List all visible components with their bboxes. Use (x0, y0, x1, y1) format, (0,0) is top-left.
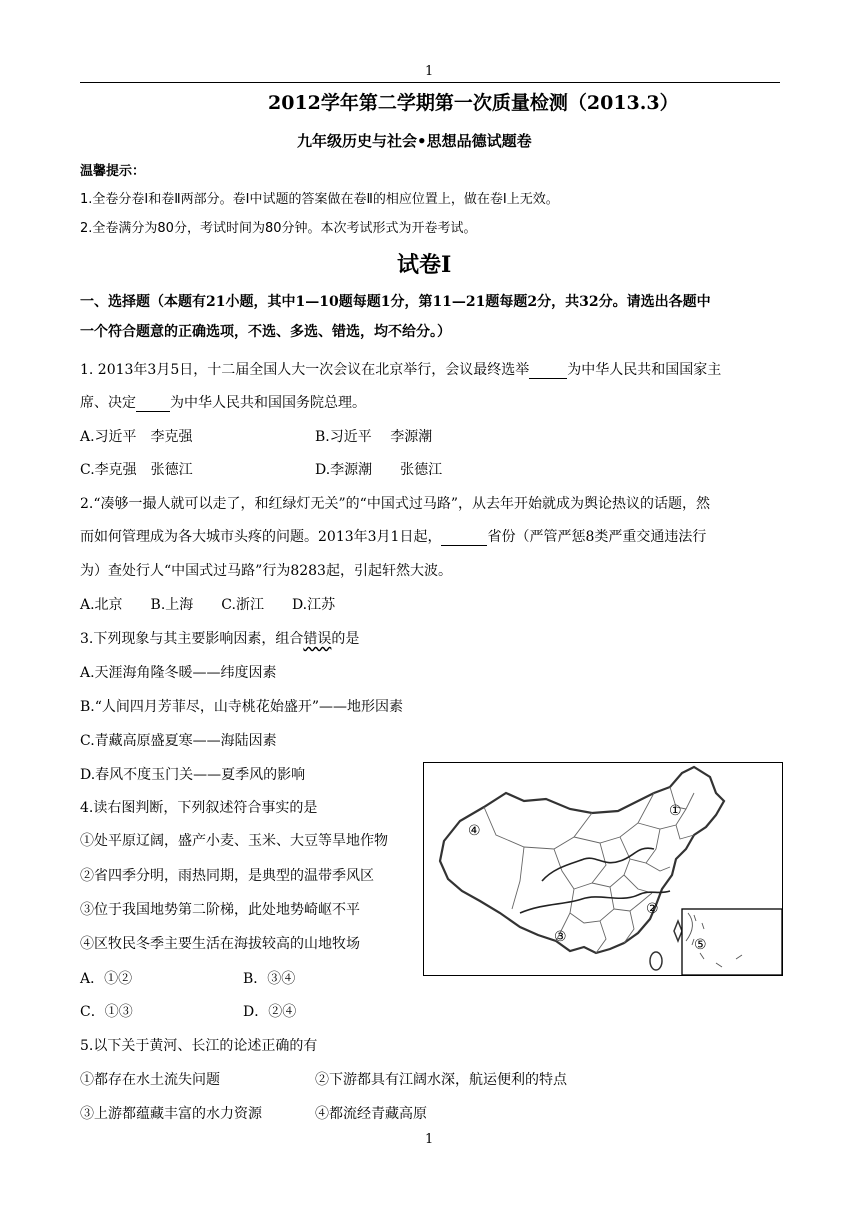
q4-stem: 4.读右图判断，下列叙述符合事实的是 (80, 800, 318, 816)
q5-stem: 5.以下关于黄河、长江的论述正确的有 (80, 1038, 318, 1054)
q1-text-b: 为中华人民共和国国家主 (567, 362, 722, 378)
q2-line-3: 为）查处行人“中国式过马路”行为8283起，引起轩然大波。 (80, 563, 452, 579)
answer-blank (529, 364, 567, 379)
section-instruction-2: 一个符合题意的正确选项，不选、多选、错选，均不给分。） (80, 324, 451, 340)
q5-statement-3: ③上游都蕴藏丰富的水力资源 (80, 1106, 262, 1122)
q4-statement-3: ③位于我国地势第二阶梯，此处地势崎岖不平 (80, 902, 360, 918)
map-label-3: ③ (554, 929, 567, 945)
header-page-number: 1 (425, 64, 434, 79)
q1-option-b: B.习近平 李源潮 (315, 429, 433, 445)
q4-statement-1: ①处平原辽阔，盛产小麦、玉米、大豆等旱地作物 (80, 833, 388, 849)
q4-option-b: B．③④ (243, 971, 296, 987)
q2-options: A.北京 B.上海 C.浙江 D.江苏 (80, 597, 336, 613)
q1-text-c: 席、决定 (80, 395, 136, 411)
q4-option-a: A．①② (80, 971, 133, 987)
q1-option-a: A.习近平 李克强 (80, 429, 193, 445)
tips-line-1: 1.全卷分卷Ⅰ和卷Ⅱ两部分。卷Ⅰ中试题的答案做在卷Ⅱ的相应位置上，做在卷Ⅰ上无效。 (80, 192, 559, 207)
q3-stem-emphasis: 错误 (303, 631, 332, 647)
q5-statement-4: ④都流经青藏高原 (315, 1106, 427, 1122)
tips-line-2: 2.全卷满分为80分，考试时间为80分钟。本次考试形式为开卷考试。 (80, 221, 477, 236)
q5-statement-1: ①都存在水土流失问题 (80, 1072, 220, 1088)
tips-heading: 温馨提示： (80, 164, 146, 179)
map-label-2: ② (646, 901, 659, 917)
q3-stem-a: 3.下列现象与其主要影响因素，组合 (80, 631, 304, 647)
q1-text-d: 为中华人民共和国国务院总理。 (170, 395, 366, 411)
taiwan-island (674, 921, 682, 941)
china-map-figure (423, 762, 783, 976)
exam-subtitle: 九年级历史与社会•思想品德试题卷 (297, 132, 532, 150)
map-label-1: ① (669, 803, 682, 819)
q4-statement-4: ④区牧民冬季主要生活在海拔较高的山地牧场 (80, 936, 360, 952)
q3-option-d: D.春风不度玉门关——夏季风的影响 (80, 767, 306, 783)
q2-line-1: 2.“凑够一撮人就可以走了，和红绿灯无关”的“中国式过马路”，从去年开始就成为舆论热议的话题，然 (80, 496, 710, 512)
map-label-5: ⑤ (694, 937, 707, 953)
q1-line-1 (80, 359, 721, 379)
q1-option-d: D.李源潮 张德江 (315, 462, 443, 478)
q3-stem-b: 的是 (331, 631, 360, 647)
footer-page-number: 1 (425, 1132, 434, 1147)
map-label-4: ④ (468, 823, 481, 839)
q4-statement-2: ②省四季分明，雨热同期，是典型的温带季风区 (80, 868, 374, 884)
hainan-island (650, 952, 662, 970)
q2-line-2 (80, 526, 706, 546)
q4-option-d: D．②④ (243, 1004, 297, 1020)
paper-title: 试卷Ⅰ (397, 252, 452, 278)
q1-line-2 (80, 392, 366, 412)
q3-option-a: A.天涯海角隆冬暖——纬度因素 (80, 665, 277, 681)
q3-option-c: C.青藏高原盛夏寒——海陆因素 (80, 733, 277, 749)
q1-text-a: 1. 2013年3月5日，十二届全国人大一次会议在北京举行，会议最终选举 (80, 362, 530, 378)
q2-text-b: 省份（严管严惩8类严重交通违法行 (487, 529, 707, 545)
q3-stem (80, 628, 359, 648)
header-rule (80, 82, 780, 83)
answer-blank (136, 397, 170, 412)
answer-blank (441, 531, 487, 546)
china-map-drawing (424, 763, 782, 975)
exam-title: 2012学年第二学期第一次质量检测（2013.3） (268, 92, 679, 114)
q4-option-c: C．①③ (80, 1004, 133, 1020)
q5-statement-2: ②下游都具有江阔水深，航运便利的特点 (315, 1072, 567, 1088)
q2-text-a: 而如何管理成为各大城市头疼的问题。2013年3月1日起， (80, 529, 442, 545)
section-instruction-1: 一、选择题（本题有21小题，其中1—10题每题1分，第11—21题每题2分，共32分。请选出各题中 (80, 294, 711, 310)
q3-option-b: B.“人间四月芳菲尽，山寺桃花始盛开”——地形因素 (80, 699, 404, 715)
q1-option-c: C.李克强 张德江 (80, 462, 193, 478)
